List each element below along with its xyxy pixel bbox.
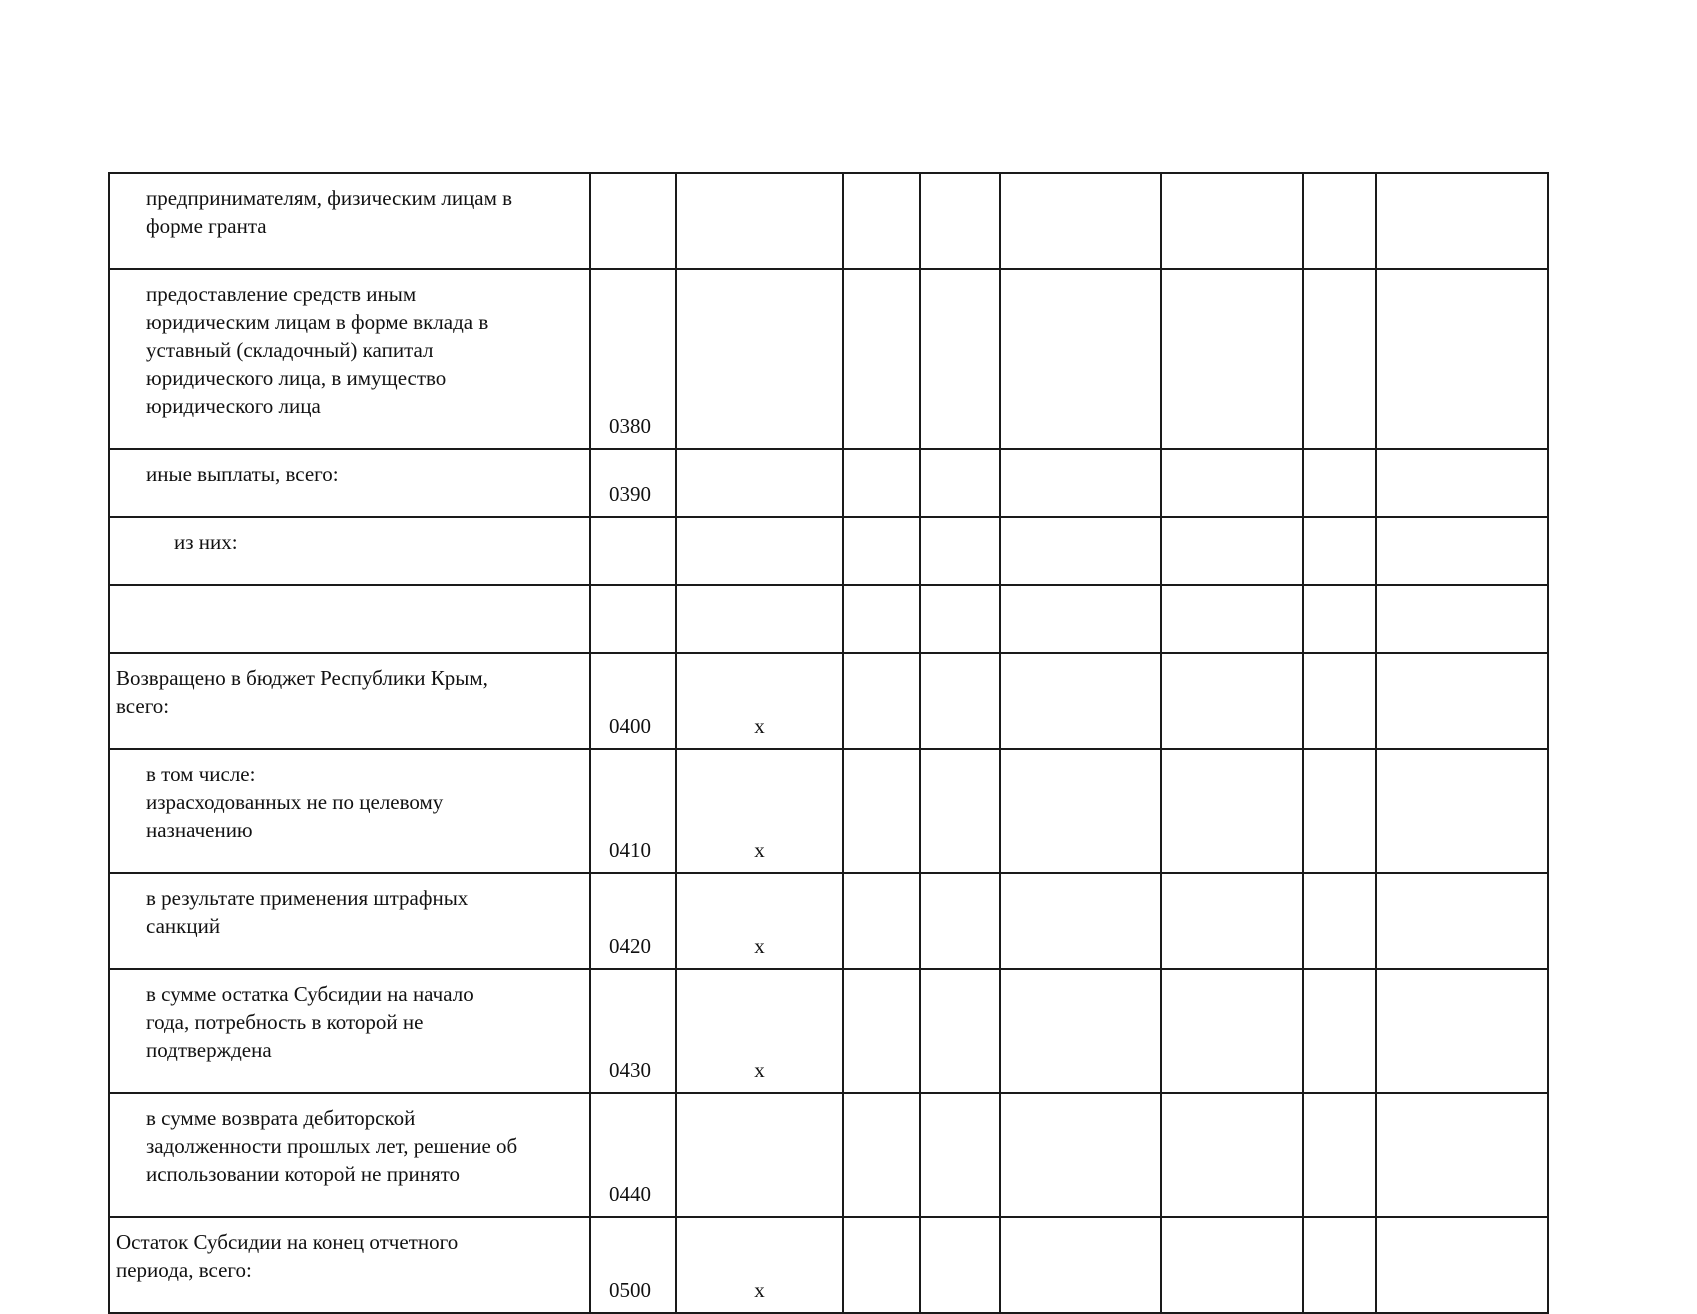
value-cell [920, 969, 1000, 1093]
value-cell [920, 653, 1000, 749]
value-cell [1161, 969, 1303, 1093]
value-cell [843, 1093, 920, 1217]
value-cell [1161, 517, 1303, 585]
table-row [109, 653, 1548, 749]
row-mark: x [676, 1217, 843, 1313]
row-code: 0500 [590, 1217, 676, 1313]
value-cell [843, 269, 920, 449]
row-mark [676, 517, 843, 585]
value-cell [1376, 1217, 1548, 1313]
row-code: 0390 [590, 449, 676, 517]
value-cell [1000, 653, 1161, 749]
table-row [109, 173, 1548, 269]
row-label: в сумме остатка Субсидии на начало года, потребность в которой не подтверждена [109, 969, 590, 1093]
table-row [109, 517, 1548, 585]
row-mark: x [676, 749, 843, 873]
row-label: Остаток Субсидии на конец отчетного периода, всего: [109, 1217, 590, 1313]
table-row [109, 449, 1548, 517]
table-row [109, 873, 1548, 969]
value-cell [1000, 749, 1161, 873]
value-cell [843, 517, 920, 585]
value-cell [1303, 969, 1376, 1093]
row-label: в том числе: израсходованных не по целевому назначению [109, 749, 590, 873]
table-row [109, 969, 1548, 1093]
value-cell [1376, 173, 1548, 269]
row-label: предпринимателям, физическим лицам в форме гранта [109, 173, 590, 269]
row-code: 0410 [590, 749, 676, 873]
value-cell [1161, 585, 1303, 653]
value-cell [1000, 517, 1161, 585]
row-code: 0420 [590, 873, 676, 969]
table-row [109, 749, 1548, 873]
value-cell [920, 749, 1000, 873]
value-cell [1161, 1093, 1303, 1217]
value-cell [920, 269, 1000, 449]
value-cell [1161, 1217, 1303, 1313]
value-cell [1000, 969, 1161, 1093]
value-cell [1161, 653, 1303, 749]
value-cell [920, 873, 1000, 969]
value-cell [843, 173, 920, 269]
value-cell [1161, 749, 1303, 873]
value-cell [920, 517, 1000, 585]
value-cell [843, 749, 920, 873]
row-mark [676, 585, 843, 653]
value-cell [920, 173, 1000, 269]
row-label: Возвращено в бюджет Республики Крым, всего: [109, 653, 590, 749]
value-cell [1000, 449, 1161, 517]
value-cell [1303, 173, 1376, 269]
value-cell [1161, 449, 1303, 517]
row-code: 0440 [590, 1093, 676, 1217]
value-cell [920, 449, 1000, 517]
row-label: в результате применения штрафных санкций [109, 873, 590, 969]
row-label: предоставление средств иным юридическим лицам в форме вклада в уставный (складочный) капитал юридического лица, в имущество юридического лица [109, 269, 590, 449]
row-mark [676, 1093, 843, 1217]
row-label: в сумме возврата дебиторской задолженности прошлых лет, решение об использовании которой не принято [109, 1093, 590, 1217]
value-cell [843, 449, 920, 517]
value-cell [1000, 1217, 1161, 1313]
value-cell [1303, 585, 1376, 653]
value-cell [1000, 585, 1161, 653]
value-cell [1376, 749, 1548, 873]
value-cell [843, 585, 920, 653]
row-mark [676, 269, 843, 449]
row-mark: x [676, 969, 843, 1093]
value-cell [1303, 449, 1376, 517]
row-label: иные выплаты, всего: [109, 449, 590, 517]
value-cell [1303, 1093, 1376, 1217]
value-cell [843, 1217, 920, 1313]
row-code [590, 173, 676, 269]
table-row [109, 269, 1548, 449]
value-cell [843, 653, 920, 749]
table-row [109, 585, 1548, 653]
value-cell [1000, 873, 1161, 969]
row-code: 0380 [590, 269, 676, 449]
value-cell [920, 585, 1000, 653]
value-cell [1303, 517, 1376, 585]
value-cell [1000, 173, 1161, 269]
value-cell [1376, 969, 1548, 1093]
row-code: 0430 [590, 969, 676, 1093]
value-cell [1303, 269, 1376, 449]
value-cell [1303, 1217, 1376, 1313]
value-cell [1000, 269, 1161, 449]
value-cell [1161, 269, 1303, 449]
report-table [108, 172, 1549, 1314]
value-cell [1376, 517, 1548, 585]
row-code: 0400 [590, 653, 676, 749]
row-label [109, 585, 590, 653]
row-code [590, 585, 676, 653]
value-cell [1376, 1093, 1548, 1217]
row-label: из них: [109, 517, 590, 585]
value-cell [920, 1217, 1000, 1313]
value-cell [920, 1093, 1000, 1217]
value-cell [1303, 653, 1376, 749]
table-row [109, 1217, 1548, 1313]
value-cell [1303, 749, 1376, 873]
table-row [109, 1093, 1548, 1217]
value-cell [1303, 873, 1376, 969]
value-cell [1376, 449, 1548, 517]
value-cell [1376, 653, 1548, 749]
row-mark [676, 449, 843, 517]
value-cell [843, 969, 920, 1093]
value-cell [1376, 873, 1548, 969]
row-mark [676, 173, 843, 269]
value-cell [1161, 873, 1303, 969]
value-cell [1376, 269, 1548, 449]
row-code [590, 517, 676, 585]
value-cell [1000, 1093, 1161, 1217]
value-cell [1376, 585, 1548, 653]
row-mark: x [676, 873, 843, 969]
value-cell [1161, 173, 1303, 269]
value-cell [843, 873, 920, 969]
row-mark: x [676, 653, 843, 749]
